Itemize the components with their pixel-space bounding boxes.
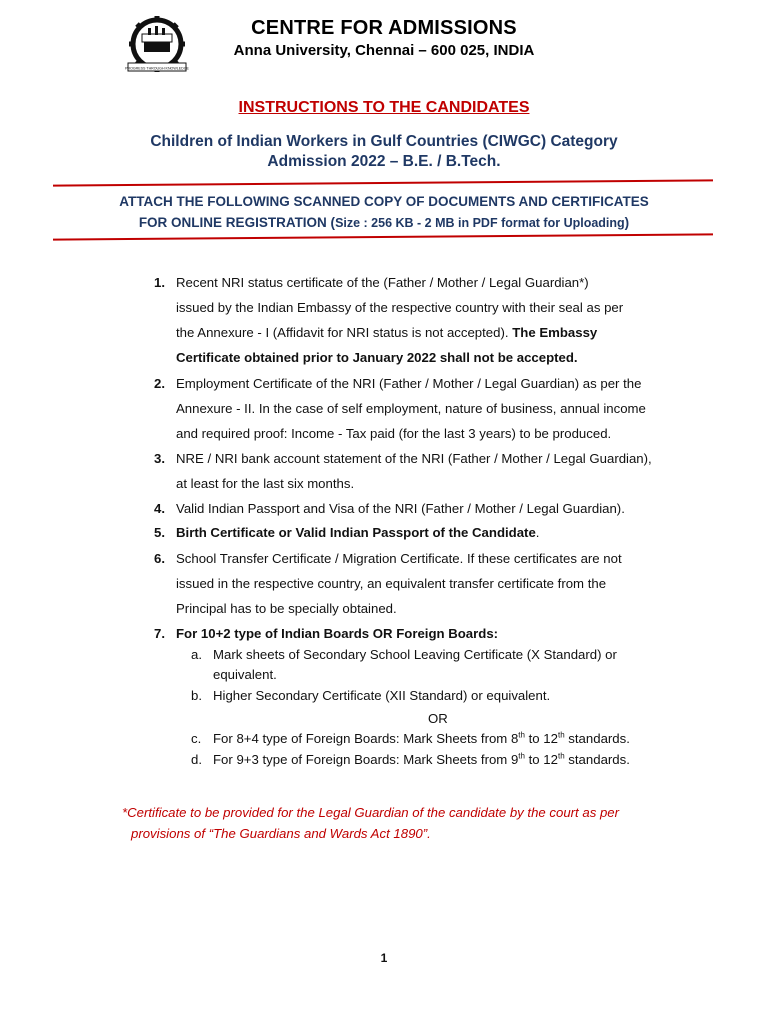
- item-line-bold: The Embassy: [512, 325, 598, 340]
- sub-item-letter: d.: [191, 752, 202, 767]
- item-line: Annexure - II. In the case of self employment, nature of business, annual income: [176, 401, 646, 416]
- sub-item-line: standards.: [564, 731, 630, 746]
- note-line-1: *Certificate to be provided for the Legal Guardian of the candidate by the court as per: [122, 805, 620, 820]
- attach-line-1: ATTACH THE FOLLOWING SCANNED COPY OF DOCUMENTS AND CERTIFICATES: [119, 194, 649, 209]
- item-text: [176, 496, 676, 521]
- item-line: NRE / NRI bank account statement of the NRI (Father / Mother / Legal Guardian),: [176, 451, 652, 466]
- logo-caption: PROGRESS THROUGH KNOWLEDGE: [125, 66, 189, 71]
- item-line: issued in the respective country, an equivalent transfer certificate from the: [176, 576, 607, 591]
- item-text: [176, 270, 676, 370]
- item-line-bold: For 10+2 type of Indian Boards OR Foreign Boards:: [176, 626, 499, 641]
- item-line: and required proof: Income - Tax paid (for the last 3 years) to be produced.: [176, 426, 612, 441]
- sub-item-line: to 12: [524, 731, 558, 746]
- item-line: Recent NRI status certificate of the (Father / Mother / Legal Guardian*): [176, 275, 589, 290]
- instructions-heading: INSTRUCTIONS TO THE CANDIDATES: [238, 99, 530, 116]
- attach-size-spec: Size : 256 KB - 2 MB in PDF format for Uploading: [335, 216, 625, 230]
- attach-line-2-end: ): [624, 215, 630, 230]
- attach-line-2: [0, 212, 768, 234]
- ordinal-suffix: th: [557, 751, 565, 761]
- sub-item-text: [213, 750, 663, 770]
- attach-line-2-start: FOR ONLINE REGISTRATION (: [138, 215, 336, 230]
- sub-item-line: For 8+4 type of Foreign Boards: Mark Sheets from 8: [213, 731, 519, 746]
- item-line: Valid Indian Passport and Visa of the NRI (Father / Mother / Legal Guardian).: [176, 501, 625, 516]
- sub-item-letter: a.: [191, 647, 202, 662]
- item-line: issued by the Indian Embassy of the respective country with their seal as per: [176, 300, 624, 315]
- sub-item-line: equivalent.: [213, 667, 277, 682]
- item-text: [176, 546, 676, 621]
- item-number: 1.: [154, 275, 165, 290]
- ordinal-suffix: th: [518, 730, 525, 740]
- item-line: at least for the last six months.: [176, 476, 355, 491]
- category-line-2: Admission 2022 – B.E. / B.Tech.: [267, 153, 501, 170]
- page-title: CENTRE FOR ADMISSIONS: [251, 17, 517, 39]
- item-line-bold: Birth Certificate or Valid Indian Passport of the Candidate: [176, 525, 536, 540]
- sub-item-letter: b.: [191, 688, 202, 703]
- or-separator: OR: [428, 711, 448, 726]
- ordinal-suffix: th: [557, 730, 565, 740]
- item-line: School Transfer Certificate / Migration Certificate. If these certificates are not: [176, 551, 622, 566]
- category-line-1: Children of Indian Workers in Gulf Countries (CIWGC) Category: [150, 133, 618, 150]
- sub-item-letter: c.: [191, 731, 202, 746]
- item-number: 5.: [154, 525, 165, 540]
- sub-item-text: [213, 686, 663, 706]
- item-text: [176, 446, 676, 496]
- item-text: [176, 621, 676, 646]
- item-line: Employment Certificate of the NRI (Father / Mother / Legal Guardian) as per the: [176, 376, 642, 391]
- note-line-2: provisions of “The Guardians and Wards Act 1890”.: [131, 826, 431, 841]
- item-line-text: the Annexure - I (Affidavit for NRI status is not accepted).: [176, 325, 509, 340]
- top-divider: [53, 179, 713, 186]
- ordinal-suffix: th: [518, 751, 525, 761]
- sub-item-line: to 12: [524, 752, 558, 767]
- page-subtitle: Anna University, Chennai – 600 025, INDIA: [233, 42, 535, 59]
- item-line: [176, 320, 676, 345]
- sub-item-line: For 9+3 type of Foreign Boards: Mark Sheets from 9: [213, 752, 519, 767]
- bottom-divider: [53, 233, 713, 240]
- item-number: 3.: [154, 451, 165, 466]
- item-number: 7.: [154, 626, 165, 641]
- item-line-end: .: [535, 525, 540, 540]
- sub-item-line: standards.: [564, 752, 630, 767]
- item-line: Principal has to be specially obtained.: [176, 601, 397, 616]
- item-line-bold: Certificate obtained prior to January 2022 shall not be accepted.: [176, 350, 578, 365]
- item-text: [176, 520, 676, 545]
- page-number: 1: [380, 951, 388, 965]
- sub-item-line: Mark sheets of Secondary School Leaving Certificate (X Standard) or: [213, 647, 617, 662]
- attach-notice: [0, 191, 768, 234]
- sub-item-text: [213, 645, 663, 685]
- item-number: 6.: [154, 551, 165, 566]
- item-number: 2.: [154, 376, 165, 391]
- item-number: 4.: [154, 501, 165, 516]
- guardian-note: [122, 802, 682, 844]
- sub-item-line: Higher Secondary Certificate (XII Standard) or equivalent.: [213, 688, 551, 703]
- sub-item-text: [213, 729, 663, 749]
- item-text: [176, 371, 676, 446]
- category-heading: [0, 132, 768, 172]
